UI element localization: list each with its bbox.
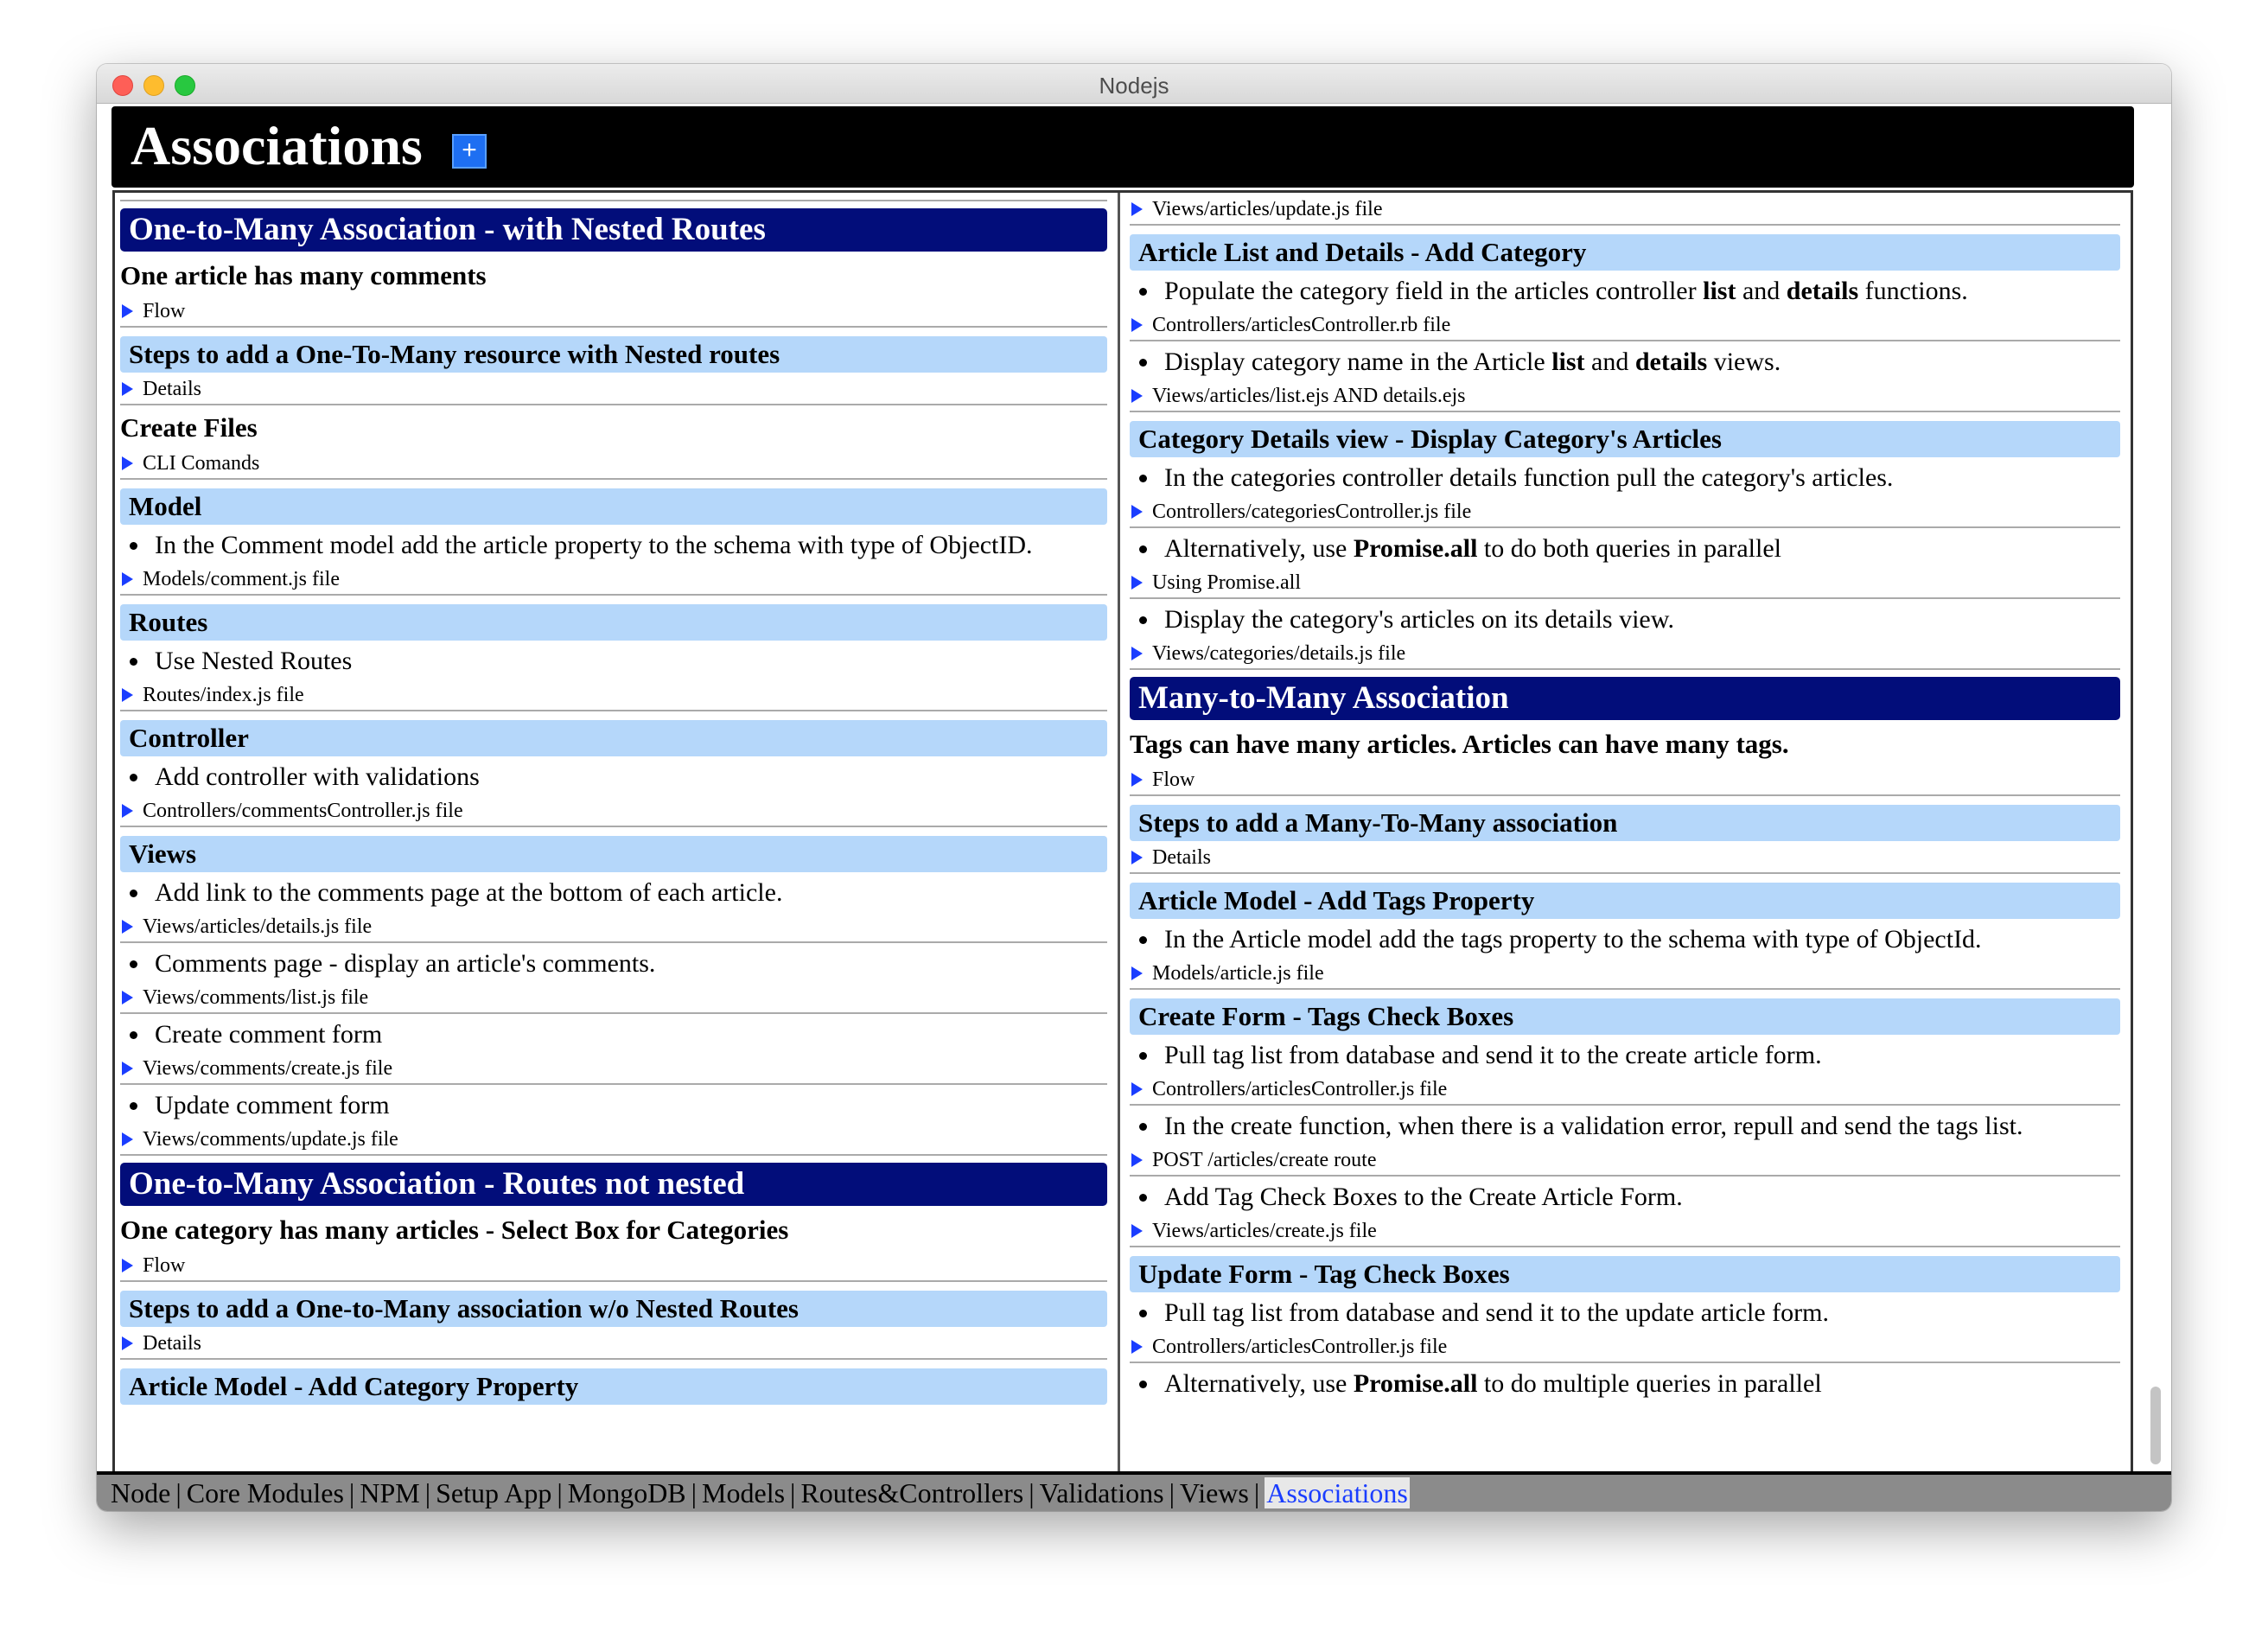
file-disclosure[interactable]: Models/article.js file [1130,960,2120,990]
flow-disclosure[interactable]: Flow [120,298,1107,328]
disclosure-triangle-icon [1131,505,1143,519]
create-files-heading: Create Files [120,412,258,443]
file-disclosure[interactable]: Models/comment.js file [120,566,1107,596]
file-disclosure[interactable]: Views/articles/list.ejs AND details.ejs [1130,383,2120,412]
window-title: Nodejs [1099,73,1169,99]
step-heading: Create Form - Tags Check Boxes [1130,998,2120,1035]
nav-link-validations[interactable]: Validations [1039,1477,1164,1508]
list-item: Add link to the comments page at the bottom of each article. [120,876,1107,910]
list-item: Create comment form [120,1017,1107,1052]
step-heading: Steps to add a Many-To-Many association [1130,805,2120,841]
details-disclosure[interactable]: Details [120,376,1107,405]
step-heading: Routes [120,604,1107,641]
list-item: Alternatively, use Promise.all to do both queries in parallel [1130,532,2120,566]
column-divider [1118,193,1120,1471]
nav-link-core-modules[interactable]: Core Modules [186,1477,344,1508]
file-disclosure[interactable]: Views/articles/details.js file [120,914,1107,943]
list-item: Use Nested Routes [120,644,1107,679]
file-disclosure[interactable]: Views/articles/update.js file [1130,196,2120,226]
disclosure-triangle-icon [1131,966,1143,980]
flow-disclosure[interactable]: Flow [120,1253,1107,1282]
list-item: Add Tag Check Boxes to the Create Article Form. [1130,1180,2120,1215]
expand-all-button[interactable]: + [452,134,487,169]
file-disclosure[interactable]: Controllers/categoriesController.js file [1130,499,2120,528]
nav-separator: | [1169,1477,1175,1508]
section-heading: One-to-Many Association - Routes not nested [120,1163,1107,1206]
step-heading: Category Details view - Display Category's Articles [1130,421,2120,457]
disclosure-triangle-icon [1131,1153,1143,1167]
nav-separator: | [424,1477,431,1508]
bottom-nav [97,1471,2171,1511]
disclosure-triangle-icon [122,572,133,586]
step-heading: Article List and Details - Add Category [1130,234,2120,271]
disclosure-triangle-icon [1131,773,1143,787]
details-disclosure[interactable]: Details [1130,845,2120,874]
nav-separator: | [1253,1477,1260,1508]
title-bar [97,64,2171,104]
file-disclosure[interactable]: Views/comments/list.js file [120,985,1107,1014]
disclosure-triangle-icon [1131,1340,1143,1354]
disclosure-triangle-icon [122,1062,133,1075]
nav-separator: | [691,1477,698,1508]
file-disclosure[interactable]: Controllers/commentsController.js file [120,798,1107,827]
disclosure-triangle-icon [1131,1082,1143,1096]
nav-separator: | [790,1477,796,1508]
disclosure-triangle-icon [122,456,133,470]
disclosure-triangle-icon [1131,576,1143,590]
disclosure-triangle-icon [1131,1224,1143,1238]
file-disclosure[interactable]: Controllers/articlesController.js file [1130,1076,2120,1106]
step-heading: Steps to add a One-to-Many association w/o Nested Routes [120,1291,1107,1327]
disclosure-triangle-icon [122,804,133,818]
disclosure-triangle-icon [1131,851,1143,864]
nav-separator: | [348,1477,355,1508]
step-heading: Update Form - Tag Check Boxes [1130,1256,2120,1292]
right-column [1128,193,2122,1471]
content-area [112,190,2133,1471]
step-heading: Steps to add a One-To-Many resource with Nested routes [120,336,1107,373]
list-item: Add controller with validations [120,760,1107,794]
disclosure-triangle-icon [122,688,133,702]
section-subtitle: One article has many comments [120,260,487,290]
disclosure-triangle-icon [1131,389,1143,403]
list-item: Comments page - display an article's comments. [120,947,1107,981]
disclosure-triangle-icon [1131,202,1143,216]
file-disclosure[interactable]: Routes/index.js file [120,682,1107,711]
list-item: Pull tag list from database and send it to the create article form. [1130,1038,2120,1073]
divider [120,200,1107,201]
left-column [118,193,1109,1471]
disclosure-triangle-icon [1131,318,1143,332]
nav-separator: | [175,1477,182,1508]
page-header [111,106,2134,188]
nav-separator: | [1029,1477,1035,1508]
file-disclosure[interactable]: Controllers/articlesController.js file [1130,1334,2120,1363]
disclosure-triangle-icon [1131,647,1143,660]
file-disclosure[interactable]: Views/articles/create.js file [1130,1218,2120,1247]
nav-separator: | [557,1477,563,1508]
nav-link-views[interactable]: Views [1180,1477,1249,1508]
disclosure-triangle-icon [122,920,133,934]
file-disclosure[interactable]: Controllers/articlesController.rb file [1130,312,2120,341]
nav-link-setup-app[interactable]: Setup App [436,1477,552,1508]
nav-link-npm[interactable]: NPM [360,1477,420,1508]
page-title: Associations [131,115,423,176]
list-item: In the Comment model add the article property to the schema with type of ObjectID. [120,528,1107,563]
section-subtitle: One category has many articles - Select Box for Categories [120,1215,789,1245]
disclosure-triangle-icon [122,991,133,1004]
file-disclosure[interactable]: Views/comments/create.js file [120,1055,1107,1085]
disclosure-triangle-icon [122,304,133,318]
list-item: Update comment form [120,1088,1107,1123]
app-window [97,64,2171,1511]
step-heading: Article Model - Add Category Property [120,1368,1107,1405]
details-disclosure[interactable]: Details [120,1330,1107,1360]
disclosure-triangle-icon [122,1336,133,1350]
nav-link-models[interactable]: Models [702,1477,786,1508]
nav-link-associations[interactable]: Associations [1266,1477,1408,1508]
section-heading: One-to-Many Association - with Nested Routes [120,208,1107,252]
section-subtitle: Tags can have many articles. Articles can have many tags. [1130,729,1789,759]
list-item: Populate the category field in the articles controller list and details functions. [1130,274,2120,309]
file-disclosure[interactable]: Views/categories/details.js file [1130,641,2120,670]
nav-link-mongodb[interactable]: MongoDB [567,1477,686,1508]
disclosure-triangle-icon [122,1259,133,1272]
nav-link-node[interactable]: Node [111,1477,171,1508]
file-disclosure[interactable]: Views/comments/update.js file [120,1126,1107,1156]
step-heading: Model [120,488,1107,525]
step-heading: Controller [120,720,1107,756]
disclosure-triangle-icon [122,382,133,396]
list-item: In the Article model add the tags property to the schema with type of ObjectId. [1130,922,2120,957]
step-heading: Article Model - Add Tags Property [1130,883,2120,919]
cli-disclosure[interactable]: CLI Comands [120,450,1107,480]
disclosure-triangle-icon [122,1132,133,1146]
file-disclosure[interactable]: Using Promise.all [1130,570,2120,599]
list-item: Display the category's articles on its details view. [1130,603,2120,637]
list-item: Alternatively, use Promise.all to do multiple queries in parallel [1130,1367,2120,1401]
list-item: Pull tag list from database and send it to the update article form. [1130,1296,2120,1330]
nav-link-routes-controllers[interactable]: Routes&Controllers [800,1477,1024,1508]
step-heading: Views [120,836,1107,872]
list-item: In the create function, when there is a validation error, repull and send the tags list. [1130,1109,2120,1144]
flow-disclosure[interactable]: Flow [1130,767,2120,796]
list-item: Display category name in the Article list and details views. [1130,345,2120,379]
vertical-scrollbar[interactable] [2150,1387,2161,1464]
file-disclosure[interactable]: POST /articles/create route [1130,1147,2120,1177]
section-heading: Many-to-Many Association [1130,677,2120,720]
list-item: In the categories controller details function pull the category's articles. [1130,461,2120,495]
